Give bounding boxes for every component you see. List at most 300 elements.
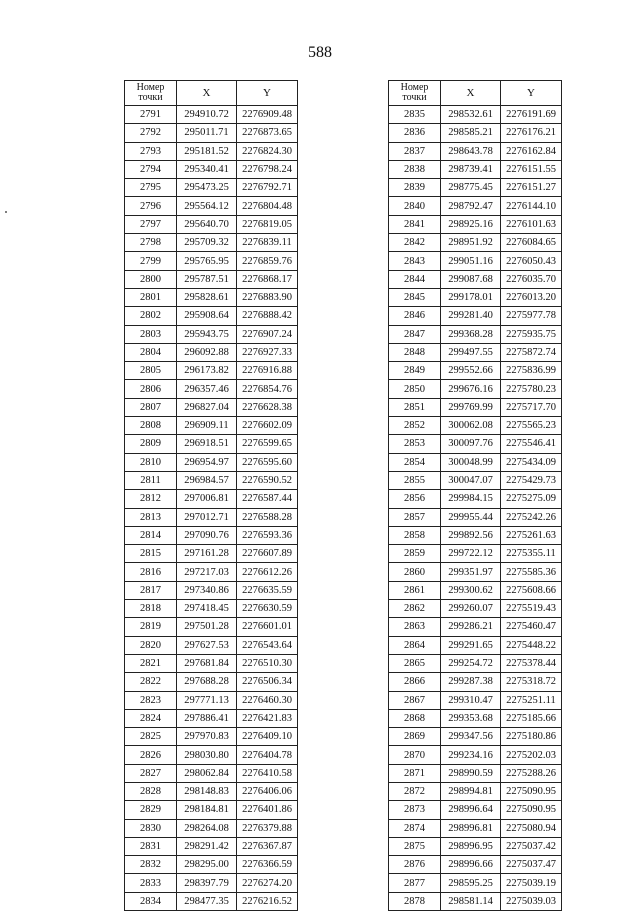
table-row [125, 636, 298, 654]
table-row [389, 654, 562, 672]
cell-y: 2275090.95 [501, 782, 562, 800]
cell-point-number: 2865 [389, 654, 441, 672]
cell-point-number: 2845 [389, 288, 441, 306]
cell-x: 299281.40 [441, 307, 501, 325]
header-point-number [389, 81, 441, 106]
cell-point-number: 2799 [125, 252, 177, 270]
cell-point-number: 2873 [389, 801, 441, 819]
table-row [389, 618, 562, 636]
table-row [125, 490, 298, 508]
cell-y: 2275977.78 [501, 307, 562, 325]
cell-y: 2276635.59 [237, 581, 298, 599]
cell-x: 297771.13 [177, 691, 237, 709]
cell-x: 299310.47 [441, 691, 501, 709]
cell-y: 2275039.03 [501, 892, 562, 910]
cell-x: 296173.82 [177, 362, 237, 380]
cell-point-number: 2858 [389, 526, 441, 544]
cell-y: 2276593.36 [237, 526, 298, 544]
cell-point-number: 2809 [125, 435, 177, 453]
cell-y: 2276151.27 [501, 179, 562, 197]
table-row [125, 270, 298, 288]
cell-y: 2276602.09 [237, 417, 298, 435]
cell-y: 2275261.63 [501, 526, 562, 544]
table-row [389, 508, 562, 526]
cell-x: 299260.07 [441, 600, 501, 618]
cell-y: 2276824.30 [237, 142, 298, 160]
cell-x: 298739.41 [441, 160, 501, 178]
cell-point-number: 2828 [125, 782, 177, 800]
cell-x: 298996.64 [441, 801, 501, 819]
cell-point-number: 2839 [389, 179, 441, 197]
cell-point-number: 2813 [125, 508, 177, 526]
cell-point-number: 2815 [125, 545, 177, 563]
cell-point-number: 2854 [389, 453, 441, 471]
table-row [389, 837, 562, 855]
cell-point-number: 2850 [389, 380, 441, 398]
cell-x: 298291.42 [177, 837, 237, 855]
cell-point-number: 2871 [389, 764, 441, 782]
cell-y: 2275546.41 [501, 435, 562, 453]
cell-x: 297340.86 [177, 581, 237, 599]
scan-speck [5, 211, 7, 213]
cell-y: 2276595.60 [237, 453, 298, 471]
table-row [125, 563, 298, 581]
cell-point-number: 2868 [389, 709, 441, 727]
cell-y: 2276406.06 [237, 782, 298, 800]
cell-point-number: 2857 [389, 508, 441, 526]
cell-x: 298792.47 [441, 197, 501, 215]
cell-point-number: 2812 [125, 490, 177, 508]
cell-x: 299955.44 [441, 508, 501, 526]
cell-point-number: 2853 [389, 435, 441, 453]
cell-point-number: 2825 [125, 728, 177, 746]
cell-x: 295709.32 [177, 234, 237, 252]
table-row [389, 307, 562, 325]
cell-point-number: 2869 [389, 728, 441, 746]
cell-x: 295340.41 [177, 160, 237, 178]
table-row [389, 746, 562, 764]
cell-point-number: 2805 [125, 362, 177, 380]
table-row [389, 417, 562, 435]
cell-point-number: 2795 [125, 179, 177, 197]
cell-point-number: 2861 [389, 581, 441, 599]
cell-y: 2276927.33 [237, 343, 298, 361]
table-row [125, 197, 298, 215]
cell-point-number: 2827 [125, 764, 177, 782]
table-row [125, 215, 298, 233]
cell-point-number: 2833 [125, 874, 177, 892]
cell-x: 297161.28 [177, 545, 237, 563]
cell-point-number: 2792 [125, 124, 177, 142]
cell-y: 2276162.84 [501, 142, 562, 160]
table-row [389, 526, 562, 544]
cell-x: 297006.81 [177, 490, 237, 508]
cell-point-number: 2816 [125, 563, 177, 581]
cell-point-number: 2803 [125, 325, 177, 343]
cell-x: 294910.72 [177, 106, 237, 124]
cell-y: 2275288.26 [501, 764, 562, 782]
cell-y: 2276839.11 [237, 234, 298, 252]
cell-x: 298996.95 [441, 837, 501, 855]
table-row [389, 142, 562, 160]
cell-point-number: 2832 [125, 856, 177, 874]
cell-point-number: 2818 [125, 600, 177, 618]
cell-x: 295011.71 [177, 124, 237, 142]
table-row [125, 764, 298, 782]
cell-x: 300097.76 [441, 435, 501, 453]
cell-x: 298990.59 [441, 764, 501, 782]
cell-y: 2276854.76 [237, 380, 298, 398]
cell-x: 295181.52 [177, 142, 237, 160]
cell-x: 298264.08 [177, 819, 237, 837]
cell-point-number: 2807 [125, 398, 177, 416]
cell-y: 2276612.26 [237, 563, 298, 581]
cell-x: 299286.21 [441, 618, 501, 636]
cell-y: 2276804.48 [237, 197, 298, 215]
table-row [125, 398, 298, 416]
cell-x: 298775.45 [441, 179, 501, 197]
table-row [389, 636, 562, 654]
cell-x: 298397.79 [177, 874, 237, 892]
cell-point-number: 2843 [389, 252, 441, 270]
cell-point-number: 2874 [389, 819, 441, 837]
cell-y: 2276628.38 [237, 398, 298, 416]
table-row [125, 471, 298, 489]
table-row [125, 526, 298, 544]
table-row [389, 160, 562, 178]
cell-point-number: 2864 [389, 636, 441, 654]
cell-point-number: 2875 [389, 837, 441, 855]
cell-x: 299178.01 [441, 288, 501, 306]
table-header-row [125, 81, 298, 106]
table-row [389, 874, 562, 892]
table-row [389, 325, 562, 343]
table-row [389, 215, 562, 233]
cell-x: 299368.28 [441, 325, 501, 343]
cell-x: 298585.21 [441, 124, 501, 142]
cell-point-number: 2811 [125, 471, 177, 489]
cell-x: 297970.83 [177, 728, 237, 746]
table-row [389, 270, 562, 288]
table-row [125, 600, 298, 618]
cell-y: 2276506.34 [237, 673, 298, 691]
cell-x: 299291.65 [441, 636, 501, 654]
cell-point-number: 2830 [125, 819, 177, 837]
cell-point-number: 2802 [125, 307, 177, 325]
cell-point-number: 2867 [389, 691, 441, 709]
cell-y: 2276607.89 [237, 545, 298, 563]
cell-x: 299552.66 [441, 362, 501, 380]
table-row [125, 782, 298, 800]
cell-y: 2276819.05 [237, 215, 298, 233]
cell-point-number: 2791 [125, 106, 177, 124]
table-row [389, 453, 562, 471]
cell-point-number: 2846 [389, 307, 441, 325]
cell-y: 2275935.75 [501, 325, 562, 343]
cell-x: 298951.92 [441, 234, 501, 252]
cell-y: 2276101.63 [501, 215, 562, 233]
table-row [389, 563, 562, 581]
cell-x: 298595.25 [441, 874, 501, 892]
cell-point-number: 2849 [389, 362, 441, 380]
cell-point-number: 2793 [125, 142, 177, 160]
coordinates-table-left [124, 80, 298, 911]
cell-y: 2275039.19 [501, 874, 562, 892]
cell-point-number: 2870 [389, 746, 441, 764]
table-row [125, 252, 298, 270]
table-row [389, 856, 562, 874]
table-row [125, 654, 298, 672]
cell-point-number: 2814 [125, 526, 177, 544]
table-row [125, 618, 298, 636]
header-y: Y [501, 81, 562, 106]
table-row [389, 801, 562, 819]
cell-point-number: 2863 [389, 618, 441, 636]
cell-y: 2276587.44 [237, 490, 298, 508]
cell-point-number: 2829 [125, 801, 177, 819]
cell-point-number: 2842 [389, 234, 441, 252]
table-row [389, 124, 562, 142]
table-row [125, 545, 298, 563]
cell-point-number: 2862 [389, 600, 441, 618]
table-row [125, 709, 298, 727]
cell-x: 295828.61 [177, 288, 237, 306]
cell-x: 296909.11 [177, 417, 237, 435]
cell-x: 295564.12 [177, 197, 237, 215]
cell-y: 2275565.23 [501, 417, 562, 435]
cell-x: 300048.99 [441, 453, 501, 471]
cell-y: 2275519.43 [501, 600, 562, 618]
cell-x: 297418.45 [177, 600, 237, 618]
cell-point-number: 2823 [125, 691, 177, 709]
cell-x: 298996.81 [441, 819, 501, 837]
table-row [125, 673, 298, 691]
cell-y: 2276588.28 [237, 508, 298, 526]
cell-y: 2275275.09 [501, 490, 562, 508]
cell-x: 299351.97 [441, 563, 501, 581]
table-row [389, 343, 562, 361]
table-row [125, 234, 298, 252]
cell-y: 2276510.30 [237, 654, 298, 672]
cell-x: 298477.35 [177, 892, 237, 910]
table-row [125, 417, 298, 435]
header-point-number-line2: точки [138, 92, 163, 103]
table-row [389, 764, 562, 782]
cell-y: 2276176.21 [501, 124, 562, 142]
cell-point-number: 2826 [125, 746, 177, 764]
cell-y: 2275429.73 [501, 471, 562, 489]
table-row [125, 380, 298, 398]
cell-point-number: 2824 [125, 709, 177, 727]
table-row [389, 252, 562, 270]
cell-y: 2275872.74 [501, 343, 562, 361]
table-header-row [389, 81, 562, 106]
cell-x: 299892.56 [441, 526, 501, 544]
table-row [125, 874, 298, 892]
table-row [389, 691, 562, 709]
cell-x: 297090.76 [177, 526, 237, 544]
table-row [125, 837, 298, 855]
table-row [389, 581, 562, 599]
cell-x: 297681.84 [177, 654, 237, 672]
cell-x: 298184.81 [177, 801, 237, 819]
cell-y: 2276379.88 [237, 819, 298, 837]
cell-y: 2275780.23 [501, 380, 562, 398]
cell-y: 2276367.87 [237, 837, 298, 855]
header-point-number-line1: Номер [136, 82, 165, 93]
cell-y: 2276151.55 [501, 160, 562, 178]
cell-x: 298994.81 [441, 782, 501, 800]
table-row [389, 106, 562, 124]
cell-y: 2276798.24 [237, 160, 298, 178]
cell-point-number: 2859 [389, 545, 441, 563]
cell-y: 2275460.47 [501, 618, 562, 636]
table-row [125, 508, 298, 526]
cell-x: 296357.46 [177, 380, 237, 398]
cell-point-number: 2817 [125, 581, 177, 599]
table-row [125, 325, 298, 343]
table-row [389, 709, 562, 727]
cell-point-number: 2804 [125, 343, 177, 361]
cell-y: 2275242.26 [501, 508, 562, 526]
cell-point-number: 2866 [389, 673, 441, 691]
cell-x: 299087.68 [441, 270, 501, 288]
cell-point-number: 2851 [389, 398, 441, 416]
table-row [125, 691, 298, 709]
cell-x: 300062.08 [441, 417, 501, 435]
cell-y: 2276421.83 [237, 709, 298, 727]
cell-x: 296092.88 [177, 343, 237, 361]
cell-point-number: 2855 [389, 471, 441, 489]
cell-x: 300047.07 [441, 471, 501, 489]
header-y: Y [237, 81, 298, 106]
cell-x: 295765.95 [177, 252, 237, 270]
cell-y: 2276907.24 [237, 325, 298, 343]
header-x: X [441, 81, 501, 106]
cell-x: 297501.28 [177, 618, 237, 636]
cell-x: 296954.97 [177, 453, 237, 471]
cell-y: 2276404.78 [237, 746, 298, 764]
cell-point-number: 2877 [389, 874, 441, 892]
cell-point-number: 2821 [125, 654, 177, 672]
cell-y: 2275037.47 [501, 856, 562, 874]
cell-x: 299287.38 [441, 673, 501, 691]
cell-y: 2276013.20 [501, 288, 562, 306]
cell-x: 299722.12 [441, 545, 501, 563]
cell-x: 299051.16 [441, 252, 501, 270]
coordinates-table-right [388, 80, 562, 911]
cell-y: 2276888.42 [237, 307, 298, 325]
table-row [389, 728, 562, 746]
cell-point-number: 2872 [389, 782, 441, 800]
cell-point-number: 2800 [125, 270, 177, 288]
table-row [125, 124, 298, 142]
cell-y: 2276401.86 [237, 801, 298, 819]
table-row [125, 142, 298, 160]
cell-y: 2276460.30 [237, 691, 298, 709]
cell-x: 297886.41 [177, 709, 237, 727]
cell-y: 2275608.66 [501, 581, 562, 599]
page-number: 588 [308, 44, 332, 61]
cell-point-number: 2837 [389, 142, 441, 160]
cell-y: 2276216.52 [237, 892, 298, 910]
cell-y: 2275080.94 [501, 819, 562, 837]
cell-point-number: 2834 [125, 892, 177, 910]
table-row [389, 362, 562, 380]
table-row [389, 490, 562, 508]
cell-y: 2275180.86 [501, 728, 562, 746]
cell-y: 2276873.65 [237, 124, 298, 142]
header-point-number-line1: Номер [400, 82, 429, 93]
cell-x: 298581.14 [441, 892, 501, 910]
table-row [125, 892, 298, 910]
cell-x: 295908.64 [177, 307, 237, 325]
table-row [125, 435, 298, 453]
cell-y: 2276035.70 [501, 270, 562, 288]
header-point-number-line2: точки [402, 92, 427, 103]
cell-point-number: 2796 [125, 197, 177, 215]
cell-point-number: 2794 [125, 160, 177, 178]
cell-y: 2275355.11 [501, 545, 562, 563]
table-row [125, 453, 298, 471]
cell-point-number: 2835 [389, 106, 441, 124]
cell-x: 296918.51 [177, 435, 237, 453]
cell-y: 2275448.22 [501, 636, 562, 654]
table-row [389, 673, 562, 691]
cell-point-number: 2819 [125, 618, 177, 636]
cell-x: 295473.25 [177, 179, 237, 197]
table-row [125, 307, 298, 325]
cell-x: 297012.71 [177, 508, 237, 526]
cell-point-number: 2852 [389, 417, 441, 435]
cell-y: 2276859.76 [237, 252, 298, 270]
cell-y: 2275202.03 [501, 746, 562, 764]
cell-x: 299353.68 [441, 709, 501, 727]
cell-x: 298643.78 [441, 142, 501, 160]
cell-y: 2276410.58 [237, 764, 298, 782]
table-row [389, 398, 562, 416]
cell-point-number: 2844 [389, 270, 441, 288]
table-row [389, 179, 562, 197]
table-row [125, 362, 298, 380]
cell-point-number: 2876 [389, 856, 441, 874]
header-point-number [125, 81, 177, 106]
cell-x: 299984.15 [441, 490, 501, 508]
table-row [389, 545, 562, 563]
cell-y: 2275585.36 [501, 563, 562, 581]
cell-point-number: 2856 [389, 490, 441, 508]
table-row [389, 600, 562, 618]
cell-point-number: 2810 [125, 453, 177, 471]
cell-x: 295787.51 [177, 270, 237, 288]
cell-point-number: 2798 [125, 234, 177, 252]
table-row [125, 746, 298, 764]
cell-y: 2276366.59 [237, 856, 298, 874]
cell-y: 2275185.66 [501, 709, 562, 727]
table-row [389, 197, 562, 215]
cell-y: 2276599.65 [237, 435, 298, 453]
cell-point-number: 2840 [389, 197, 441, 215]
table-row [389, 234, 562, 252]
cell-point-number: 2801 [125, 288, 177, 306]
cell-y: 2275318.72 [501, 673, 562, 691]
table-row [389, 892, 562, 910]
table-row [125, 581, 298, 599]
table-row [125, 106, 298, 124]
cell-x: 298532.61 [441, 106, 501, 124]
cell-point-number: 2820 [125, 636, 177, 654]
cell-point-number: 2860 [389, 563, 441, 581]
